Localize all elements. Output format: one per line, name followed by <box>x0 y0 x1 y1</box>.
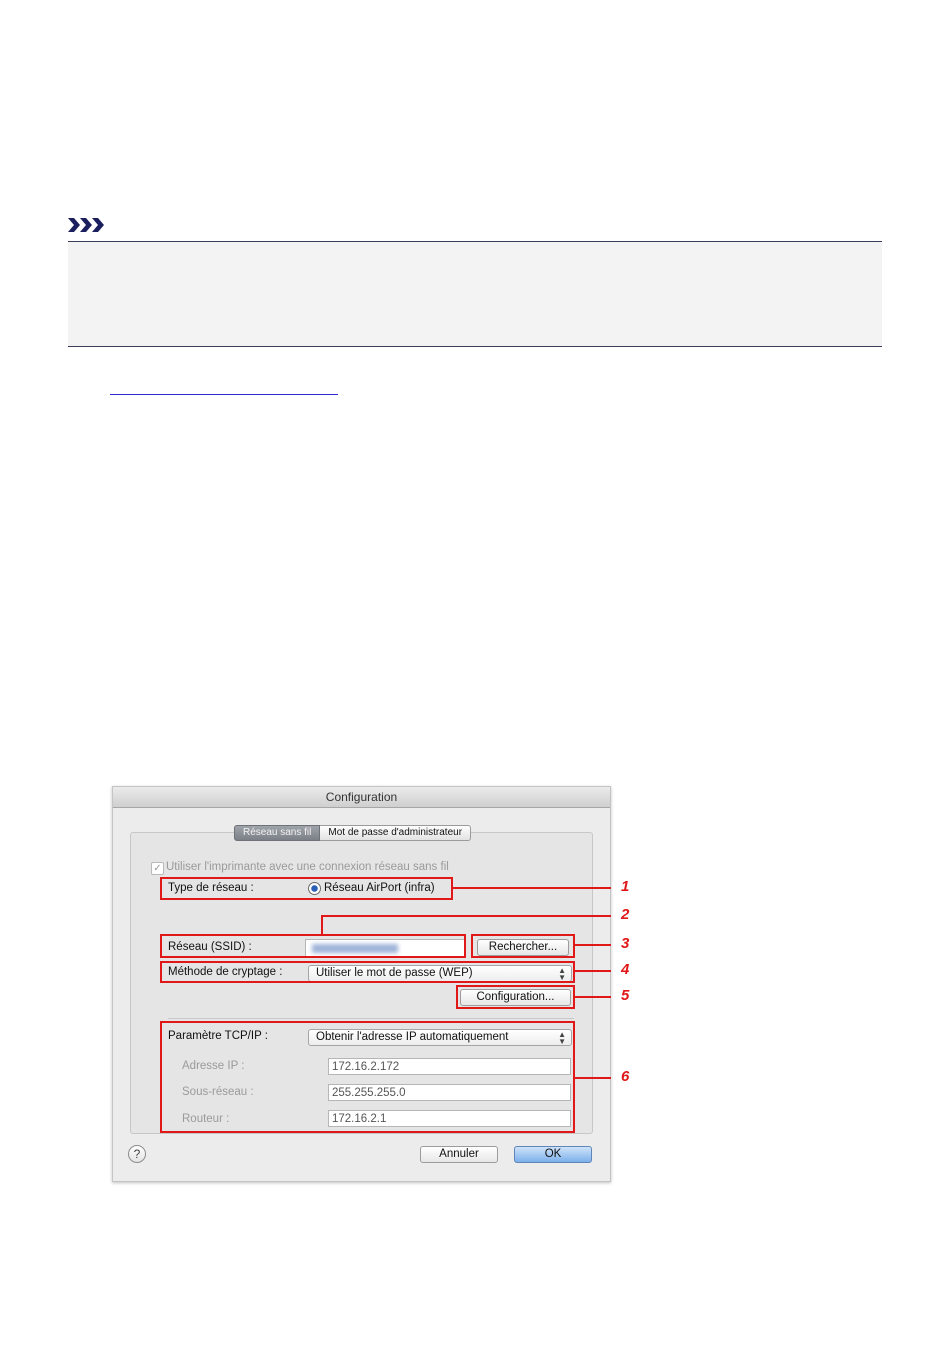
ok-button[interactable]: OK <box>514 1146 592 1163</box>
wireless-checkbox[interactable]: ✓ <box>151 862 164 875</box>
tcpip-select-value: Obtenir l'adresse IP automatiquement <box>316 1031 509 1043</box>
callout-box-1 <box>160 877 453 900</box>
router-label: Routeur : <box>182 1113 230 1125</box>
updown-arrows-icon: ▲ ▼ <box>558 966 566 982</box>
updown-arrows-icon: ▲ ▼ <box>558 1030 566 1046</box>
router-field[interactable]: 172.16.2.1 <box>328 1110 571 1127</box>
network-type-value: Réseau AirPort (infra) <box>324 882 435 894</box>
callout-number-5: 5 <box>621 987 630 1004</box>
search-button[interactable]: Rechercher... <box>477 939 569 956</box>
callout-line-6 <box>575 1077 611 1079</box>
network-type-label: Type de réseau : <box>168 882 254 894</box>
callout-box-2 <box>160 934 466 958</box>
ip-field[interactable]: 172.16.2.172 <box>328 1058 571 1075</box>
callout-line-4 <box>575 970 611 972</box>
tab-bar <box>234 825 471 841</box>
callout-number-2: 2 <box>621 906 630 923</box>
callout-number-1: 1 <box>621 878 630 895</box>
separator <box>168 1018 574 1019</box>
link-underline[interactable] <box>110 394 338 395</box>
dialog-title: Configuration <box>113 787 610 808</box>
callout-line-3 <box>575 944 611 946</box>
tcpip-label: Paramètre TCP/IP : <box>168 1030 268 1042</box>
callout-box-4 <box>160 961 575 983</box>
callout-line-1 <box>453 887 611 889</box>
ip-label: Adresse IP : <box>182 1060 245 1072</box>
tab-admin-password[interactable]: Mot de passe d'administrateur <box>320 825 471 841</box>
tab-wireless[interactable]: Réseau sans fil <box>234 825 320 841</box>
ssid-label: Réseau (SSID) : <box>168 941 252 953</box>
wireless-checkbox-label: Utiliser l'imprimante avec une connexion réseau sans fil <box>166 861 449 873</box>
note-box <box>68 241 882 347</box>
configuration-button[interactable]: Configuration... <box>460 989 571 1006</box>
callout-box-6 <box>160 1021 575 1133</box>
callout-number-3: 3 <box>621 935 630 952</box>
callout-box-5 <box>456 985 575 1009</box>
subnet-field[interactable]: 255.255.255.0 <box>328 1084 571 1101</box>
cancel-button[interactable]: Annuler <box>420 1146 498 1163</box>
callout-box-3 <box>471 934 575 958</box>
note-arrows-icon <box>68 216 112 234</box>
callout-number-6: 6 <box>621 1068 630 1085</box>
callout-line-2-vertical <box>321 915 323 935</box>
encryption-label: Méthode de cryptage : <box>168 966 283 978</box>
subnet-label: Sous-réseau : <box>182 1086 254 1098</box>
help-button[interactable]: ? <box>128 1145 146 1163</box>
callout-line-5 <box>575 996 611 998</box>
encryption-select-value: Utiliser le mot de passe (WEP) <box>316 967 473 979</box>
callout-number-4: 4 <box>621 961 630 978</box>
callout-line-2 <box>322 915 611 917</box>
